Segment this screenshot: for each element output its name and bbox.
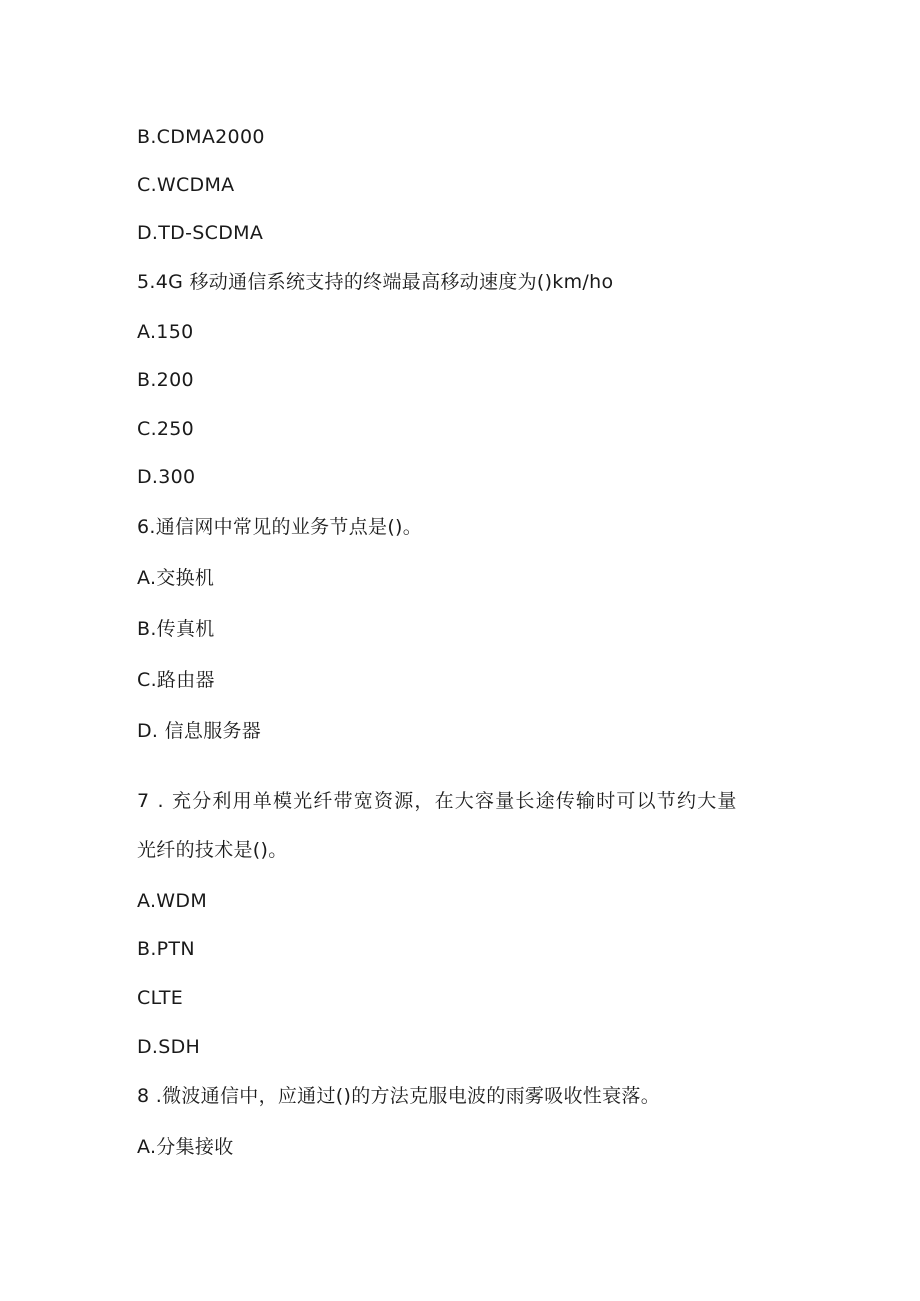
q7-question-line1: 7 . 充分利用单模光纤带宽资源，在大容量长途传输时可以节约大量 [137,790,738,812]
q6-question: 6.通信网中常见的业务节点是()。 [137,516,423,538]
q6-option-a: A.交换机 [137,567,215,589]
q7-option-c: CLTE [137,987,184,1009]
q7-option-a: A.WDM [137,890,208,912]
q6-option-c: C.路由器 [137,669,215,691]
q4-option-d: D.TD-SCDMA [137,222,264,244]
q5-option-d: D.300 [137,466,196,488]
q4-option-b: B.CDMA2000 [137,126,265,148]
q7-question-line2: 光纤的技术是()。 [137,839,288,861]
q5-option-b: B.200 [137,369,194,391]
q8-question: 8 .微波通信中，应通过()的方法克服电波的雨雾吸收性衰落。 [137,1085,660,1107]
q6-option-d: D. 信息服务器 [137,720,262,742]
q5-option-c: C.250 [137,418,195,440]
q7-option-b: B.PTN [137,938,195,960]
q5-question: 5.4G 移动通信系统支持的终端最高移动速度为()km/ho [137,271,614,293]
q8-option-a: A.分集接收 [137,1136,234,1158]
q6-option-b: B.传真机 [137,618,215,640]
q4-option-c: C.WCDMA [137,174,235,196]
q5-option-a: A.150 [137,321,194,343]
q7-option-d: D.SDH [137,1036,201,1058]
